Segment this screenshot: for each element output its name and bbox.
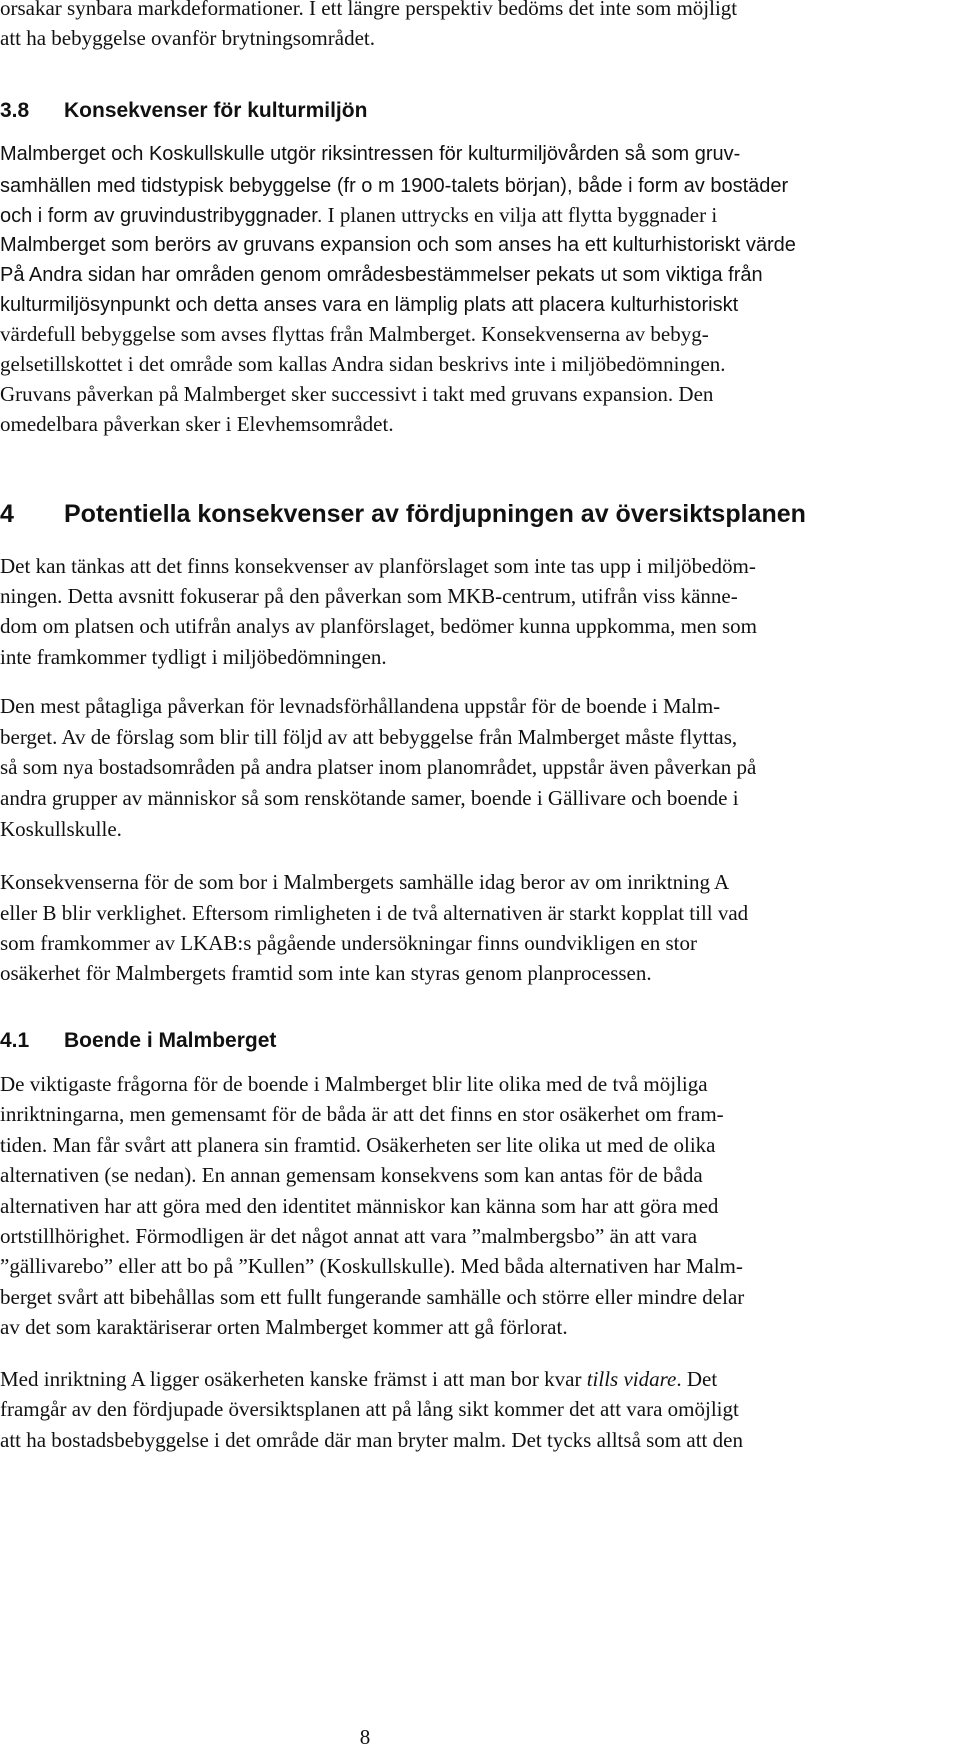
body-text-line: ”gällivarebo” eller att bo på ”Kullen” (Koskullskulle). Med båda alternativen har Malm- <box>0 1254 743 1278</box>
section-number: 4 <box>0 500 14 528</box>
body-text-line: berget svårt att bibehållas som ett fullt fungerande samhälle och större eller mindre delar <box>0 1285 745 1309</box>
body-text-line: av det som karaktäriserar orten Malmberget kommer att gå förlorat. <box>0 1315 568 1339</box>
body-text-line: omedelbara påverkan sker i Elevhemsområdet. <box>0 412 394 436</box>
body-text-line: som framkommer av LKAB:s pågående undersökningar finns oundvikligen en stor <box>0 931 697 955</box>
body-text-line: På Andra sidan har områden genom områdesbestämmelser pekats ut som viktiga från <box>0 264 763 286</box>
body-text-line-mixed <box>0 201 717 232</box>
emphasis-text: tills vidare <box>586 1367 677 1391</box>
body-text-line: Malmberget och Koskullskulle utgör riksintressen för kulturmiljövården så som gruv- <box>0 143 741 165</box>
body-text-line: berget. Av de förslag som blir till följd av att bebyggelse från Malmberget måste flyttas, <box>0 725 738 749</box>
body-text-line: Malmberget som berörs av gruvans expansion och som anses ha ett kulturhistoriskt värde <box>0 234 796 256</box>
body-text-line: Det kan tänkas att det finns konsekvenser av planförslaget som inte tas upp i miljöbedöm- <box>0 554 756 578</box>
serif-segment: I planen uttrycks en vilja att flytta byggnader i <box>322 203 718 227</box>
body-text-line: samhällen med tidstypisk bebyggelse (fr o m 1900-talets början), både i form av bostäder <box>0 175 789 197</box>
body-text-line: orsakar synbara markdeformationer. I ett längre perspektiv bedöms det inte som möjligt <box>0 0 738 20</box>
body-text-line: osäkerhet för Malmbergets framtid som inte kan styras genom planprocessen. <box>0 961 652 985</box>
sans-segment: och i form av gruvindustribyggnader. <box>0 205 323 227</box>
text-segment: Med inriktning A ligger osäkerheten kanske främst i att man bor kvar <box>0 1367 587 1391</box>
body-text-line: värdefull bebyggelse som avses flyttas från Malmberget. Konsekvenserna av bebyg- <box>0 322 709 346</box>
body-text-line: ortstillhörighet. Förmodligen är det något annat att vara ”malmbergsbo” än att vara <box>0 1224 698 1248</box>
body-text-line: ningen. Detta avsnitt fokuserar på den påverkan som MKB-centrum, utifrån viss känne- <box>0 584 738 608</box>
body-text-line: att ha bostadsbebyggelse i det område där man bryter malm. Det tycks alltså som att den <box>0 1428 743 1452</box>
body-text-line: Gruvans påverkan på Malmberget sker successivt i takt med gruvans expansion. Den <box>0 382 714 406</box>
section-heading-4 <box>0 500 806 529</box>
body-text-line: Den mest påtagliga påverkan för levnadsförhållandena uppstår för de boende i Malm- <box>0 694 721 718</box>
body-text-line: eller B blir verklighet. Eftersom rimligheten i de två alternativen är starkt kopplat till vad <box>0 901 749 925</box>
body-text-line: kulturmiljösynpunkt och detta anses vara en lämplig plats att placera kulturhistoriskt <box>0 294 739 316</box>
section-number: 3.8 <box>0 99 30 122</box>
section-title: Konsekvenser för kulturmiljön <box>64 99 368 122</box>
body-text-line: alternativen (se nedan). En annan gemensam konsekvens som kan antas för de båda <box>0 1163 703 1187</box>
body-text-line: alternativen har att göra med den identitet människor kan känna som har att göra med <box>0 1194 719 1218</box>
body-text-line: att ha bebyggelse ovanför brytningsområdet. <box>0 26 375 50</box>
body-text-line: Konsekvenserna för de som bor i Malmbergets samhälle idag beror av om inriktning A <box>0 870 730 894</box>
section-title: Boende i Malmberget <box>64 1029 277 1052</box>
body-text-line: inriktningarna, men gemensamt för de båda är att det finns en stor osäkerhet om fram- <box>0 1102 724 1126</box>
body-text-line: framgår av den fördjupade översiktsplanen att på lång sikt kommer det att vara omöjligt <box>0 1397 739 1421</box>
body-text-line: Koskullskulle. <box>0 817 122 841</box>
body-text-line: andra grupper av människor så som renskötande samer, boende i Gällivare och boende i <box>0 786 739 810</box>
body-text-line <box>0 1365 717 1393</box>
text-segment: . Det <box>676 1367 718 1391</box>
body-text-line: De viktigaste frågorna för de boende i Malmberget blir lite olika med de två möjliga <box>0 1072 708 1096</box>
page-number: 8 <box>359 1725 371 1749</box>
section-heading-3-8 <box>0 99 367 123</box>
section-title: Potentiella konsekvenser av fördjupningen av översiktsplanen <box>64 500 806 528</box>
section-number: 4.1 <box>0 1029 30 1052</box>
section-heading-4-1 <box>0 1029 276 1053</box>
body-text-line: gelsetillskottet i det område som kallas Andra sidan beskrivs inte i miljöbedömningen. <box>0 352 726 376</box>
body-text-line: så som nya bostadsområden på andra platser inom planområdet, uppstår även påverkan på <box>0 755 757 779</box>
body-text-line: dom om platsen och utifrån analys av planförslaget, bedömer kunna uppkomma, men som <box>0 614 757 638</box>
body-text-line: inte framkommer tydligt i miljöbedömningen. <box>0 645 387 669</box>
body-text-line: tiden. Man får svårt att planera sin framtid. Osäkerheten ser lite olika ut med de olika <box>0 1133 716 1157</box>
